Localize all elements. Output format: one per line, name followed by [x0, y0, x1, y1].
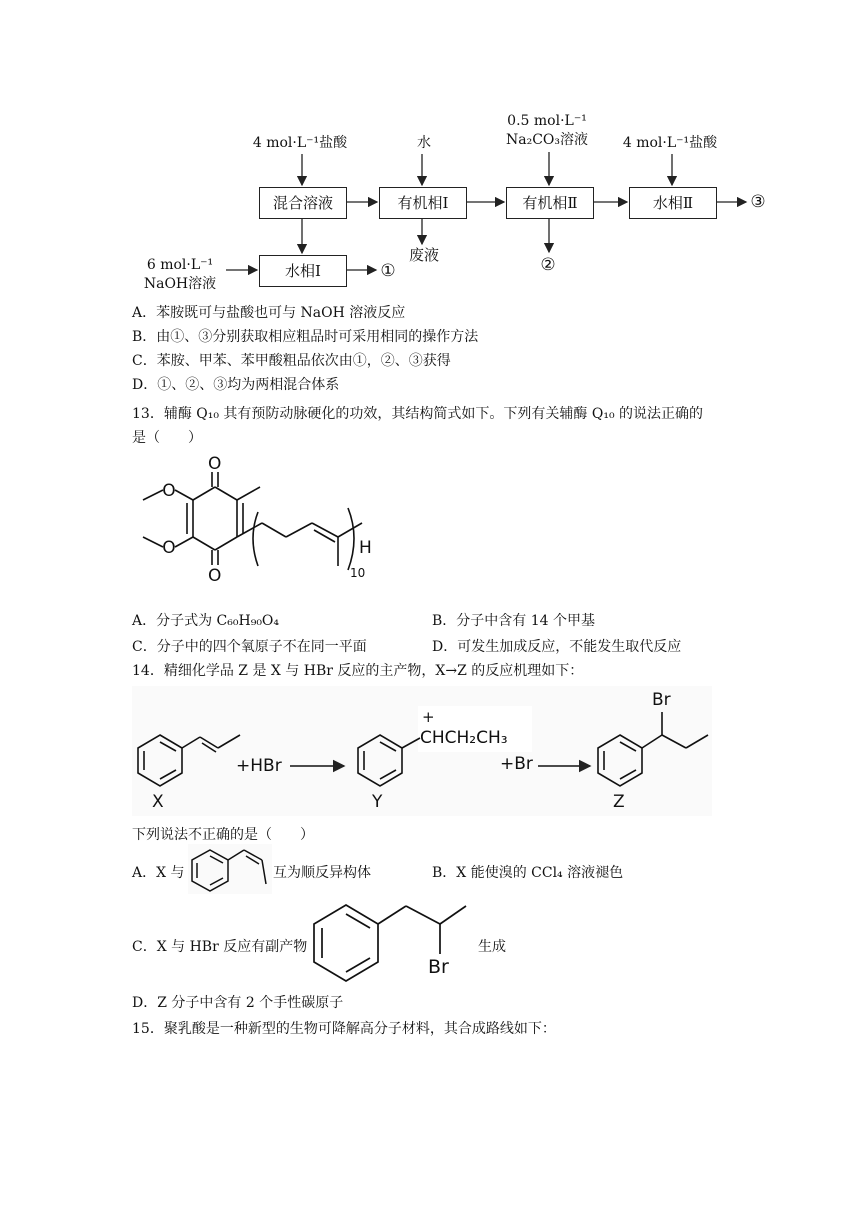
q13-option-c: C．分子中的四个氧原子不在同一平面: [132, 639, 367, 655]
z-bromine: Br: [652, 690, 671, 710]
flow-hcl-top: 4 mol·L⁻¹盐酸: [252, 135, 348, 151]
q12-option-c: C．苯胺、甲苯、苯甲酸粗品依次由①，②、③获得: [132, 353, 451, 369]
box-aqueous-phase-2: 水相Ⅱ: [629, 187, 717, 219]
label-x: X: [152, 792, 164, 812]
q14-option-a-prefix: A．X 与: [132, 865, 185, 881]
carbonyl-o-bottom: O: [208, 566, 222, 586]
methoxy-o-top: O: [162, 481, 176, 501]
flow-na2co3-line1: 0.5 mol·L⁻¹: [507, 113, 587, 129]
box-mixed-solution: 混合溶液: [259, 187, 347, 219]
q15-stem: 15．聚乳酸是一种新型的生物可降解高分子材料，其合成路线如下：: [132, 1021, 556, 1037]
q13-stem-line1: 13．辅酶 Q₁₀ 其有预防动脉硬化的功效，其结构简式如下。下列有关辅酶 Q₁₀ 的说法正确的: [132, 406, 704, 422]
carbocation-charge: +: [422, 708, 435, 726]
flow-water: 水: [417, 135, 431, 151]
byproduct-bromine: Br: [428, 956, 449, 978]
flow-naoh-line2: NaOH溶液: [143, 276, 217, 292]
q14-option-c-prefix: C．X 与 HBr 反应有副产物: [132, 939, 308, 955]
q14-option-a-suffix: 互为顺反异构体: [273, 865, 371, 881]
chain-terminal-h: H: [359, 538, 372, 558]
label-z: Z: [613, 792, 625, 812]
repeat-subscript: 10: [350, 566, 366, 580]
q13-stem-line2: 是（ ）: [132, 430, 202, 446]
carbocation-formula: CHCH₂CH₃: [420, 728, 508, 748]
flow-hcl-right: 4 mol·L⁻¹盐酸: [622, 135, 718, 151]
q14-option-d: D．Z 分子中含有 2 个手性碳原子: [132, 995, 344, 1011]
flow-na2co3-line2: Na₂CO₃溶液: [505, 132, 588, 148]
q14-stem: 14．精细化学品 Z 是 X 与 HBr 反应的主产物，X→Z 的反应机理如下：: [132, 663, 584, 679]
carbonyl-o-top: O: [208, 454, 222, 474]
box-aqueous-phase-1: 水相Ⅰ: [259, 255, 347, 287]
flow-naoh-line1: 6 mol·L⁻¹: [146, 257, 214, 273]
q12-option-a: A．苯胺既可与盐酸也可与 NaOH 溶液反应: [132, 305, 406, 321]
q14-question: 下列说法不正确的是（ ）: [132, 827, 314, 843]
reagent-br: +Br: [500, 754, 533, 774]
q12-option-b: B．由①、③分别获取相应粗品时可采用相同的操作方法: [132, 329, 479, 345]
methoxy-o-bottom: O: [162, 538, 176, 558]
reagent-hbr: +HBr: [236, 756, 282, 776]
box-organic-phase-1: 有机相Ⅰ: [379, 187, 467, 219]
box-organic-phase-2: 有机相Ⅱ: [506, 187, 594, 219]
q14-option-c-suffix: 生成: [478, 939, 506, 955]
label-y: Y: [372, 792, 383, 812]
q13-option-a: A．分子式为 C₆₀H₉₀O₄: [132, 613, 280, 629]
q14-option-b: B．X 能使溴的 CCl₄ 溶液褪色: [432, 865, 624, 881]
flow-output-3: ③: [750, 192, 766, 212]
flow-waste: 废液: [408, 246, 439, 264]
q13-option-b: B．分子中含有 14 个甲基: [432, 613, 596, 629]
flow-output-2: ②: [540, 255, 556, 275]
q12-option-d: D．①、②、③均为两相混合体系: [132, 377, 340, 393]
flow-output-1: ①: [380, 261, 396, 281]
q13-option-d: D．可发生加成反应，不能发生取代反应: [432, 639, 682, 655]
